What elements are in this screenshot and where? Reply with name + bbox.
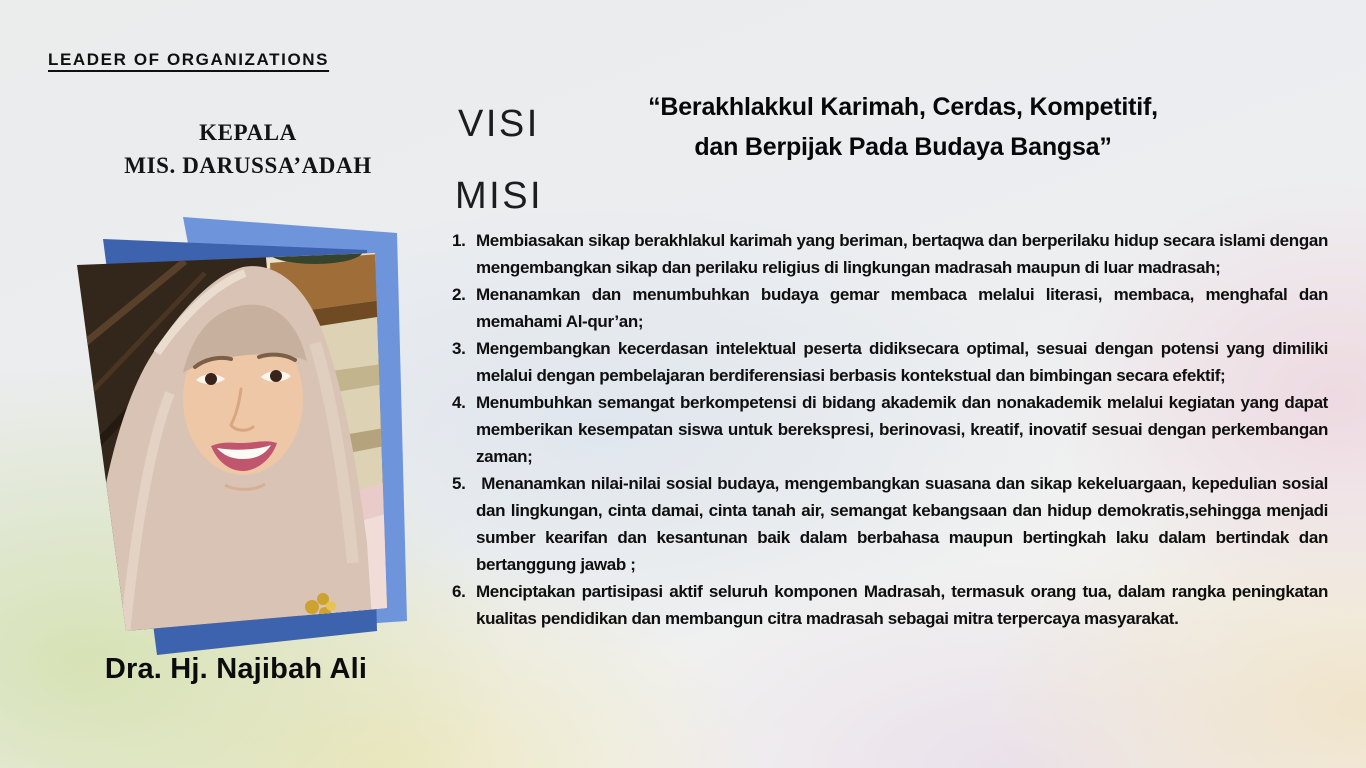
- misi-item: [452, 470, 1328, 578]
- page-title: LEADER OF ORGANIZATIONS: [48, 50, 330, 69]
- role-title-line2: MIS. DARUSSA’ADAH: [124, 152, 372, 178]
- misi-item: [452, 281, 1328, 335]
- misi-item-text: Menanamkan dan menumbuhkan budaya gemar membaca melalui literasi, membaca, menghafal dan memahami Al-qur’an;: [476, 285, 1328, 331]
- misi-item-text: Membiasakan sikap berakhlakul karimah yang beriman, bertaqwa dan berperilaku hidup secara islami dengan mengembangkan sikap dan perilaku religius di lingkungan madrasah maupun di luar madrasah;: [476, 231, 1328, 277]
- misi-item-number: 6.: [452, 582, 466, 601]
- portrait-photo: [65, 203, 435, 658]
- misi-label: MISI: [455, 175, 544, 217]
- misi-item-text: Menciptakan partisipasi aktif seluruh komponen Madrasah, termasuk orang tua, dalam rangka peningkatan kualitas pendidikan dan membangun citra madrasah sebagai mitra terpercaya masyarakat.: [476, 582, 1328, 628]
- visi-quote-line2: dan Berpijak Pada Budaya Bangsa”: [694, 133, 1112, 161]
- misi-item: [452, 578, 1328, 632]
- visi-label: VISI: [458, 103, 540, 145]
- misi-item-number: 2.: [452, 285, 466, 304]
- role-title-line1: KEPALA: [199, 120, 297, 145]
- portrait-composition: [65, 203, 435, 658]
- misi-item-text: Mengembangkan kecerdasan intelektual peserta didiksecara optimal, sesuai dengan potensi yang dimiliki melalui dengan pembelajaran berdiferensiasi berbasis kontekstual dan bimbingan secara efektif;: [476, 339, 1328, 385]
- misi-item-number: 5.: [452, 474, 466, 493]
- misi-item: [452, 227, 1328, 281]
- misi-item: [452, 389, 1328, 470]
- person-name: Dra. Hj. Najibah Ali: [104, 653, 368, 685]
- misi-item-number: 3.: [452, 339, 466, 358]
- role-title: [70, 117, 426, 182]
- visi-quote: [548, 87, 1258, 167]
- misi-item-number: 4.: [452, 393, 466, 412]
- misi-item-text: Menanamkan nilai-nilai sosial budaya, mengembangkan suasana dan sikap kekeluargaan, kepedulian sosial dan lingkungan, cinta damai, cinta tanah air, semangat kebangsaan dan hidup demokratis,sehingga menjadi sumber kearifan dan kesantunan baik dalam berbahasa maupun bertingkah laku dalam bertindak dan bertanggung jawab ;: [476, 474, 1328, 574]
- misi-list: [452, 227, 1328, 632]
- misi-item: [452, 335, 1328, 389]
- misi-item-number: 1.: [452, 231, 466, 250]
- misi-item-text: Menumbuhkan semangat berkompetensi di bidang akademik dan nonakademik melalui kegiatan yang dapat memberikan kesempatan siswa untuk berekspresi, berinovasi, kreatif, inovatif sesuai dengan perkembangan zaman;: [476, 393, 1328, 466]
- visi-quote-line1: “Berakhlakkul Karimah, Cerdas, Kompetitif,: [648, 93, 1158, 121]
